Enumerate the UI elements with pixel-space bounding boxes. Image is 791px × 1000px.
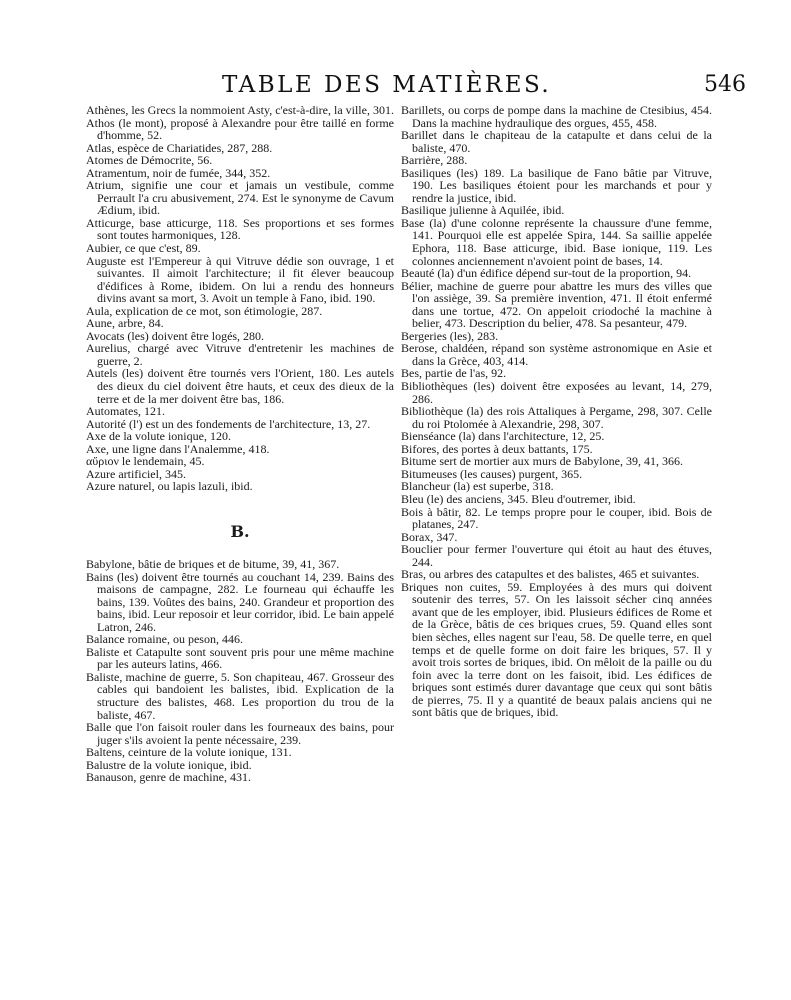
index-entry: Baltens, ceinture de la volute ionique, 131.	[86, 745, 292, 760]
index-entry: Barillets, ou corps de pompe dans la machine de Ctesibius, 454. Dans la machine hydraulique des orgues, 455, 458.	[401, 103, 712, 130]
index-entry: Atlas, espèce de Chariatides, 287, 288.	[86, 140, 273, 155]
index-entry: Bleu (le) des anciens, 345. Bleu d'outremer, ibid.	[401, 491, 636, 506]
page-number: 546	[704, 72, 746, 97]
index-entry: Bains (les) doivent être tournés au couchant 14, 239. Bains des maisons de campagne, 282. Le fourneau qui échauffe les bains, 139. Voûtes des bains, 240. Grandeur et proportion des bains, ibid. Leur reposoir et leur corridor, ibid. Le bain appelé Latron, 246.	[86, 569, 394, 634]
index-entry: Aune, arbre, 84.	[86, 316, 164, 331]
index-entry: Banauson, genre de machine, 431.	[86, 770, 251, 785]
right-column	[401, 104, 712, 719]
index-entry: Athos (le mont), proposé à Alexandre pour être taillé en forme d'homme, 52.	[86, 115, 394, 143]
index-entry: Auguste est l'Empereur à qui Vitruve dédie son ouvrage, 1 et suivantes. Il aimoit l'architecture; il fit élever beaucoup d'édifices à Rome, ibidem. On lui a rendu des honneurs divins avant sa mort, 3. Avoit un temple à Fano, ibid. 190.	[86, 253, 394, 306]
index-entry: Aula, explication de ce mot, son étimologie, 287.	[86, 303, 323, 318]
index-entries-b	[86, 558, 394, 784]
index-entry: Automates, 121.	[86, 404, 165, 419]
index-entry: Bitume sert de mortier aux murs de Babylone, 39, 41, 366.	[401, 454, 683, 469]
index-entry: Balustre de la volute ionique, ibid.	[86, 757, 252, 772]
index-entry: Autorité (l') est un des fondements de l'architecture, 13, 27.	[86, 416, 371, 431]
index-entry: Athènes, les Grecs la nommoient Asty, c'est-à-dire, la ville, 301.	[86, 103, 394, 117]
index-entry: Bitumeuses (les causes) purgent, 365.	[401, 466, 583, 481]
index-entry: Barrière, 288.	[401, 153, 468, 168]
index-entry: Bélier, machine de guerre pour abattre les murs des villes que l'on assiège, 39. Sa première invention, 471. Il étoit enfermé dans une tortue, 472. On appeloit criodoché la machine à belier, 473. Description du belier, 478. Sa pesanteur, 479.	[401, 278, 712, 331]
index-entry: Beauté (la) d'un édifice dépend sur-tout de la proportion, 94.	[401, 266, 692, 281]
index-entry: Berose, chaldéen, répand son système astronomique en Asie et dans la Grèce, 403, 414.	[401, 341, 712, 368]
index-entry: Azure naturel, ou lapis lazuli, ibid.	[86, 479, 253, 494]
index-entry: Axe de la volute ionique, 120.	[86, 429, 231, 444]
index-entry: Base (la) d'une colonne représente la chaussure d'une femme, 141. Pourquoi elle est appelée Spira, 144. Sa saillie appelée Ephora, 118. Base atticurge, ibid. Base ionique, 119. Les colonnes anciennement n'avoient point de bases, 14.	[401, 215, 712, 268]
left-column	[86, 104, 394, 784]
index-entry: Azure artificiel, 345.	[86, 466, 186, 481]
index-entry: Bouclier pour fermer l'ouverture qui étoit au haut des étuves, 244.	[401, 542, 712, 569]
index-entry: Blancheur (la) est superbe, 318.	[401, 479, 554, 494]
index-entry: Bergeries (les), 283.	[401, 328, 499, 343]
index-entry: Atticurge, base atticurge, 118. Ses proportions et ses formes sont toutes harmoniques, 128.	[86, 215, 394, 243]
page-header	[0, 72, 791, 102]
index-entry: Atrium, signifie une cour et jamais un vestibule, comme Perrault l'a cru abusivement, 274. Est le synonyme de Cavum Ædium, ibid.	[86, 178, 394, 218]
index-entry: Basilique julienne à Aquilée, ibid.	[401, 203, 565, 218]
index-entry: Bras, ou arbres des catapultes et des balistes, 465 et suivantes.	[401, 567, 700, 582]
index-entry: Bifores, des portes à deux battants, 175.	[401, 441, 593, 456]
index-entry: Balance romaine, ou peson, 446.	[86, 632, 243, 647]
section-letter-b: B.	[230, 521, 250, 541]
index-entry: Bois à bâtir, 82. Le temps propre pour le couper, ibid. Bois de platanes, 247.	[401, 504, 712, 532]
index-entry: Babylone, bâtie de briques et de bitume, 39, 41, 367.	[86, 556, 340, 571]
index-entry: Bibliothèque (la) des rois Attaliques à Pergame, 298, 307. Celle du roi Ptolomée à Alexandrie, 298, 307.	[401, 404, 712, 431]
index-entry: Baliste et Catapulte sont souvent pris pour une même machine par les auteurs latins, 466.	[86, 644, 394, 672]
index-entry: Barillet dans le chapiteau de la catapulte et dans celui de la baliste, 470.	[401, 128, 712, 155]
index-entry: Borax, 347.	[401, 529, 458, 544]
index-entry: Aubier, ce que c'est, 89.	[86, 241, 201, 256]
index-entry: αὔριον le lendemain, 45.	[86, 454, 205, 469]
index-entry: Basiliques (les) 189. La basilique de Fano bâtie par Vitruve, 190. Les basiliques étoient pour les marchands et pour y rendre la justice, ibid.	[401, 165, 712, 205]
running-title: TABLE DES MATIÈRES.	[222, 72, 552, 98]
index-entry: Bes, partie de l'as, 92.	[401, 366, 507, 381]
index-entry: Atramentum, noir de fumée, 344, 352.	[86, 165, 271, 180]
index-entry: Avocats (les) doivent être logés, 280.	[86, 328, 265, 343]
index-entry: Briques non cuites, 59. Employées à des murs qui doivent soutenir des terres, 57. On les laissoit sécher cinq années avant que de les employer, ibid. Plusieurs édifices de Rome et de la Grèce, bâtis de ces briques crues, 59. Quand elles sont bien sèches, elles nagent sur l'eau, 58. De quelle terre, en quel temps et de quelle forme on doit faire les briques, 57. Il y avoit trois sortes de briques, ibid. On mêloit de la paille ou du foin avec la terre dont on les faisoit, ibid. Les édifices de briques sont estimés durer davantage que ceux qui sont bâtis de pierres, 75. Il y a quantité de beaux palais anciens qui ne sont bâtis que de briques, ibid.	[401, 579, 712, 720]
index-entry: Aurelius, chargé avec Vitruve d'entretenir les machines de guerre, 2.	[86, 341, 394, 368]
index-entry: Atomes de Démocrite, 56.	[86, 153, 213, 168]
index-entry: Bibliothèques (les) doivent être exposées au levant, 14, 279, 286.	[401, 379, 712, 406]
index-entry: Balle que l'on faisoit rouler dans les fourneaux des bains, pour juger s'ils avoient la pente nécessaire, 239.	[86, 720, 394, 747]
index-entries-a	[86, 104, 394, 493]
index-entry: Autels (les) doivent être tournés vers l'Orient, 180. Les autels des dieux du ciel doivent être hauts, et ceux des dieux de la terre et de la mer doivent être bas, 186.	[86, 366, 394, 406]
index-entry: Axe, une ligne dans l'Analemme, 418.	[86, 441, 270, 456]
index-entry: Bienséance (la) dans l'architecture, 12, 25.	[401, 429, 605, 444]
index-entry: Baliste, machine de guerre, 5. Son chapiteau, 467. Grosseur des cables qui bandoient les balistes, ibid. Explication de la structure des balistes, 468. Les proportion du trou de la baliste, 467.	[86, 669, 394, 722]
index-entries-right	[401, 104, 712, 719]
